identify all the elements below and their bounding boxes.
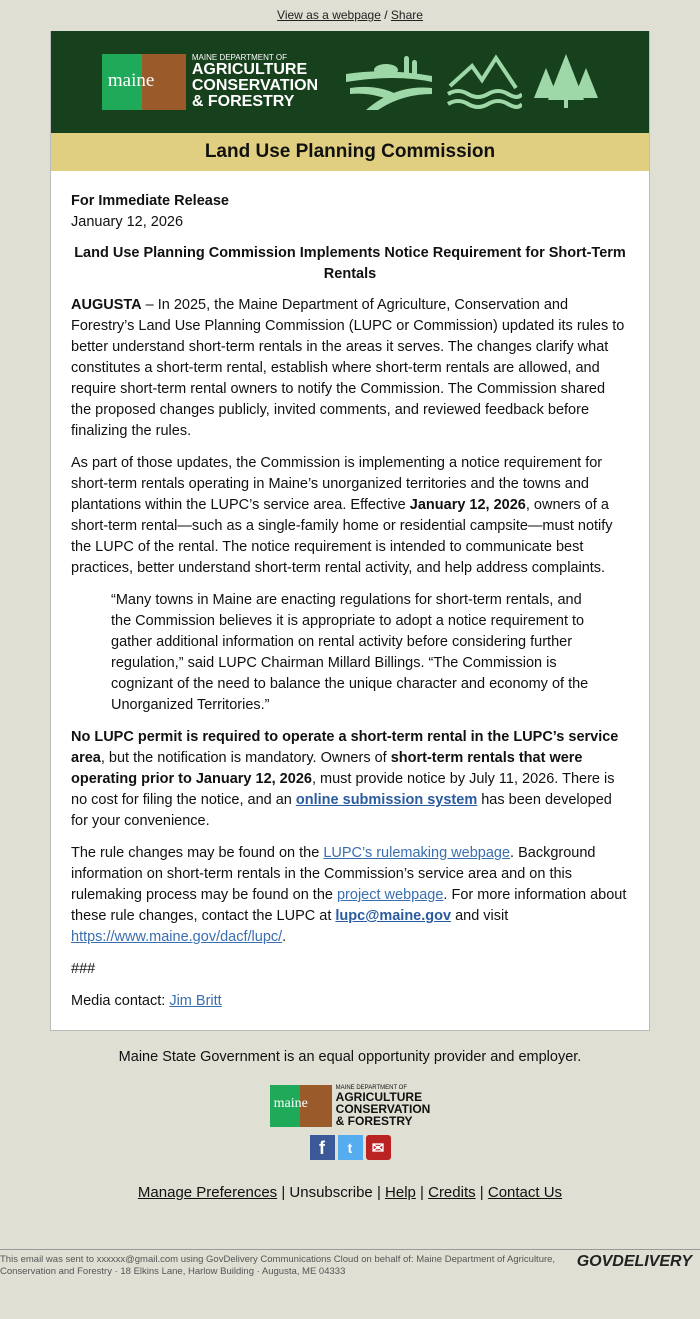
media-contact (71, 991, 629, 1012)
social-links (0, 1135, 700, 1160)
separator: / (380, 8, 391, 22)
footer-logo-line2: CONSERVATION (335, 1102, 431, 1116)
pine-trees-icon (534, 54, 598, 110)
unsubscribe-link[interactable]: Unsubscribe (289, 1184, 373, 1201)
contact-us-link[interactable]: Contact Us (487, 1184, 563, 1201)
header-banner (51, 31, 649, 133)
facebook-icon[interactable]: f (310, 1135, 335, 1160)
p2-text-a: As part of those updates, the Commission is implementing a notice requirement for short-term rentals operating in Maine’s unorganized territories and the towns and plantations within the LUPC’s service area. Effective (71, 455, 603, 513)
footer (0, 1031, 700, 1201)
equal-opportunity-text: Maine State Government is an equal opportunity provider and employer. (118, 1049, 582, 1065)
logo-dept-small: MAINE DEPARTMENT OF (191, 53, 287, 62)
twitter-icon[interactable]: t (338, 1135, 363, 1160)
p3-bold-1: No LUPC permit is required to operate a short-term rental in the LUPC’s service area (71, 729, 619, 766)
logo-line2: CONSERVATION (191, 77, 319, 94)
online-submission-link[interactable]: online submission system (295, 792, 478, 808)
p2-bold: January 12, 2026 (409, 497, 526, 513)
govdelivery-logo[interactable]: GOVDELIVERY (576, 1253, 692, 1270)
share-link[interactable]: Share (390, 8, 423, 22)
press-release-body (51, 171, 649, 1030)
footer-logo (0, 1085, 700, 1127)
paragraph-4 (71, 843, 629, 948)
banner-title: Land Use Planning Commission (51, 133, 649, 171)
logo-maine-text: maine (107, 70, 155, 91)
end-mark: ### (71, 961, 96, 977)
media-contact-link[interactable]: Jim Britt (169, 993, 222, 1009)
p3-bold-2: short-term rentals that were operating prior to January 12, 2026 (71, 750, 583, 787)
p2-text-b: , owners of a short-term rental—such as a single-family home or residential campsite—must notify the LUPC of the rental. The notice requirement is intended to communicate best practices, better understand short-term rental activity, and help address complaints. (71, 497, 613, 576)
logo-line3: & FORESTRY (191, 93, 295, 110)
media-label: Media contact: (71, 993, 170, 1009)
footer-links: Manage Preferences | Unsubscribe | Help | Credits | Contact Us (137, 1184, 563, 1201)
p3-text-a: , but the notification is mandatory. Owners of (100, 750, 391, 766)
footer-maine-logo-icon (270, 1085, 332, 1127)
headline: Land Use Planning Commission Implements Notice Requirement for Short-Term Rentals (74, 245, 626, 282)
p3-text-c: has been developed for your convenience. (71, 792, 612, 829)
manage-preferences-link[interactable]: Manage Preferences (137, 1184, 278, 1201)
p1-text: – In 2025, the Maine Department of Agriculture, Conservation and Forestry’s Land Use Planning Commission (LUPC or Commission) updated its rules to better understand short-term rentals in the areas it serves. The changes clarify what constitutes a short-term rental, establish where short-term rentals are allowed, and require short-term rental owners to notify the Commission. The Commission shared the proposed changes publicly, invited comments, and reviewed feedback before finalizing the rules. (71, 297, 625, 439)
p4-text-e: . (282, 929, 287, 945)
footer-logo-line1: AGRICULTURE (335, 1090, 423, 1104)
help-link[interactable]: Help (385, 1184, 416, 1201)
footer-logo-maine-text: maine (273, 1096, 308, 1111)
paragraph-1 (71, 295, 629, 442)
lupc-url-link[interactable]: https://www.maine.gov/dacf/lupc/ (71, 929, 283, 945)
maine-me-logo-icon (102, 54, 186, 110)
dateline: AUGUSTA (71, 297, 142, 313)
view-webpage-link[interactable]: View as a webpage (277, 8, 381, 22)
email-link[interactable]: lupc@maine.gov (335, 908, 452, 924)
footer-logo-dept-small: MAINE DEPARTMENT OF (335, 1085, 407, 1091)
credits-link[interactable]: Credits (428, 1184, 476, 1201)
p4-text-c: . For more information about these rule changes, contact the LUPC at (71, 887, 627, 924)
p4-text-d: and visit (451, 908, 509, 924)
paragraph-3 (71, 727, 629, 832)
mountain-water-icon (446, 54, 522, 110)
dacf-logo (102, 54, 318, 110)
top-links (0, 0, 700, 31)
footer-logo-line3: & FORESTRY (335, 1114, 413, 1128)
email-card (50, 31, 650, 1031)
sent-text: This email was sent to xxxxxx@gmail.com using GovDelivery Communications Cloud on behalf of: Maine Department of Agriculture, Conservation and Forestry · 18 Elkins Lane, Harlow Building · Augusta, ME 04333 (0, 1254, 556, 1277)
project-webpage-link[interactable]: project webpage (336, 887, 444, 903)
rulemaking-webpage-link[interactable]: LUPC’s rulemaking webpage (323, 845, 511, 861)
p4-text-a: The rule changes may be found on the (71, 845, 324, 861)
release-label: For Immediate Release (71, 193, 229, 209)
sent-notice (0, 1249, 700, 1284)
farm-fields-icon (346, 54, 434, 110)
p3-text-b: , must provide notice by July 11, 2026. There is no cost for filing the notice, and an (71, 771, 615, 808)
email-share-icon[interactable]: ✉ (366, 1135, 391, 1160)
p4-text-b: . Background information on short-term rentals in the Commission’s service area and on this rulemaking process may be found on the (71, 845, 596, 903)
release-date: January 12, 2026 (71, 214, 184, 230)
logo-line1: AGRICULTURE (191, 61, 308, 78)
paragraph-2 (71, 453, 629, 579)
quote: “Many towns in Maine are enacting regulations for short-term rentals, and the Commission believes it is appropriate to adopt a notice requirement to gather additional information on rental activity before considering further regulation,” said LUPC Chairman Millard Billings. “The Commission is cognizant of the need to balance the unique character and economy of the Unorganized Territories.” (111, 592, 589, 713)
